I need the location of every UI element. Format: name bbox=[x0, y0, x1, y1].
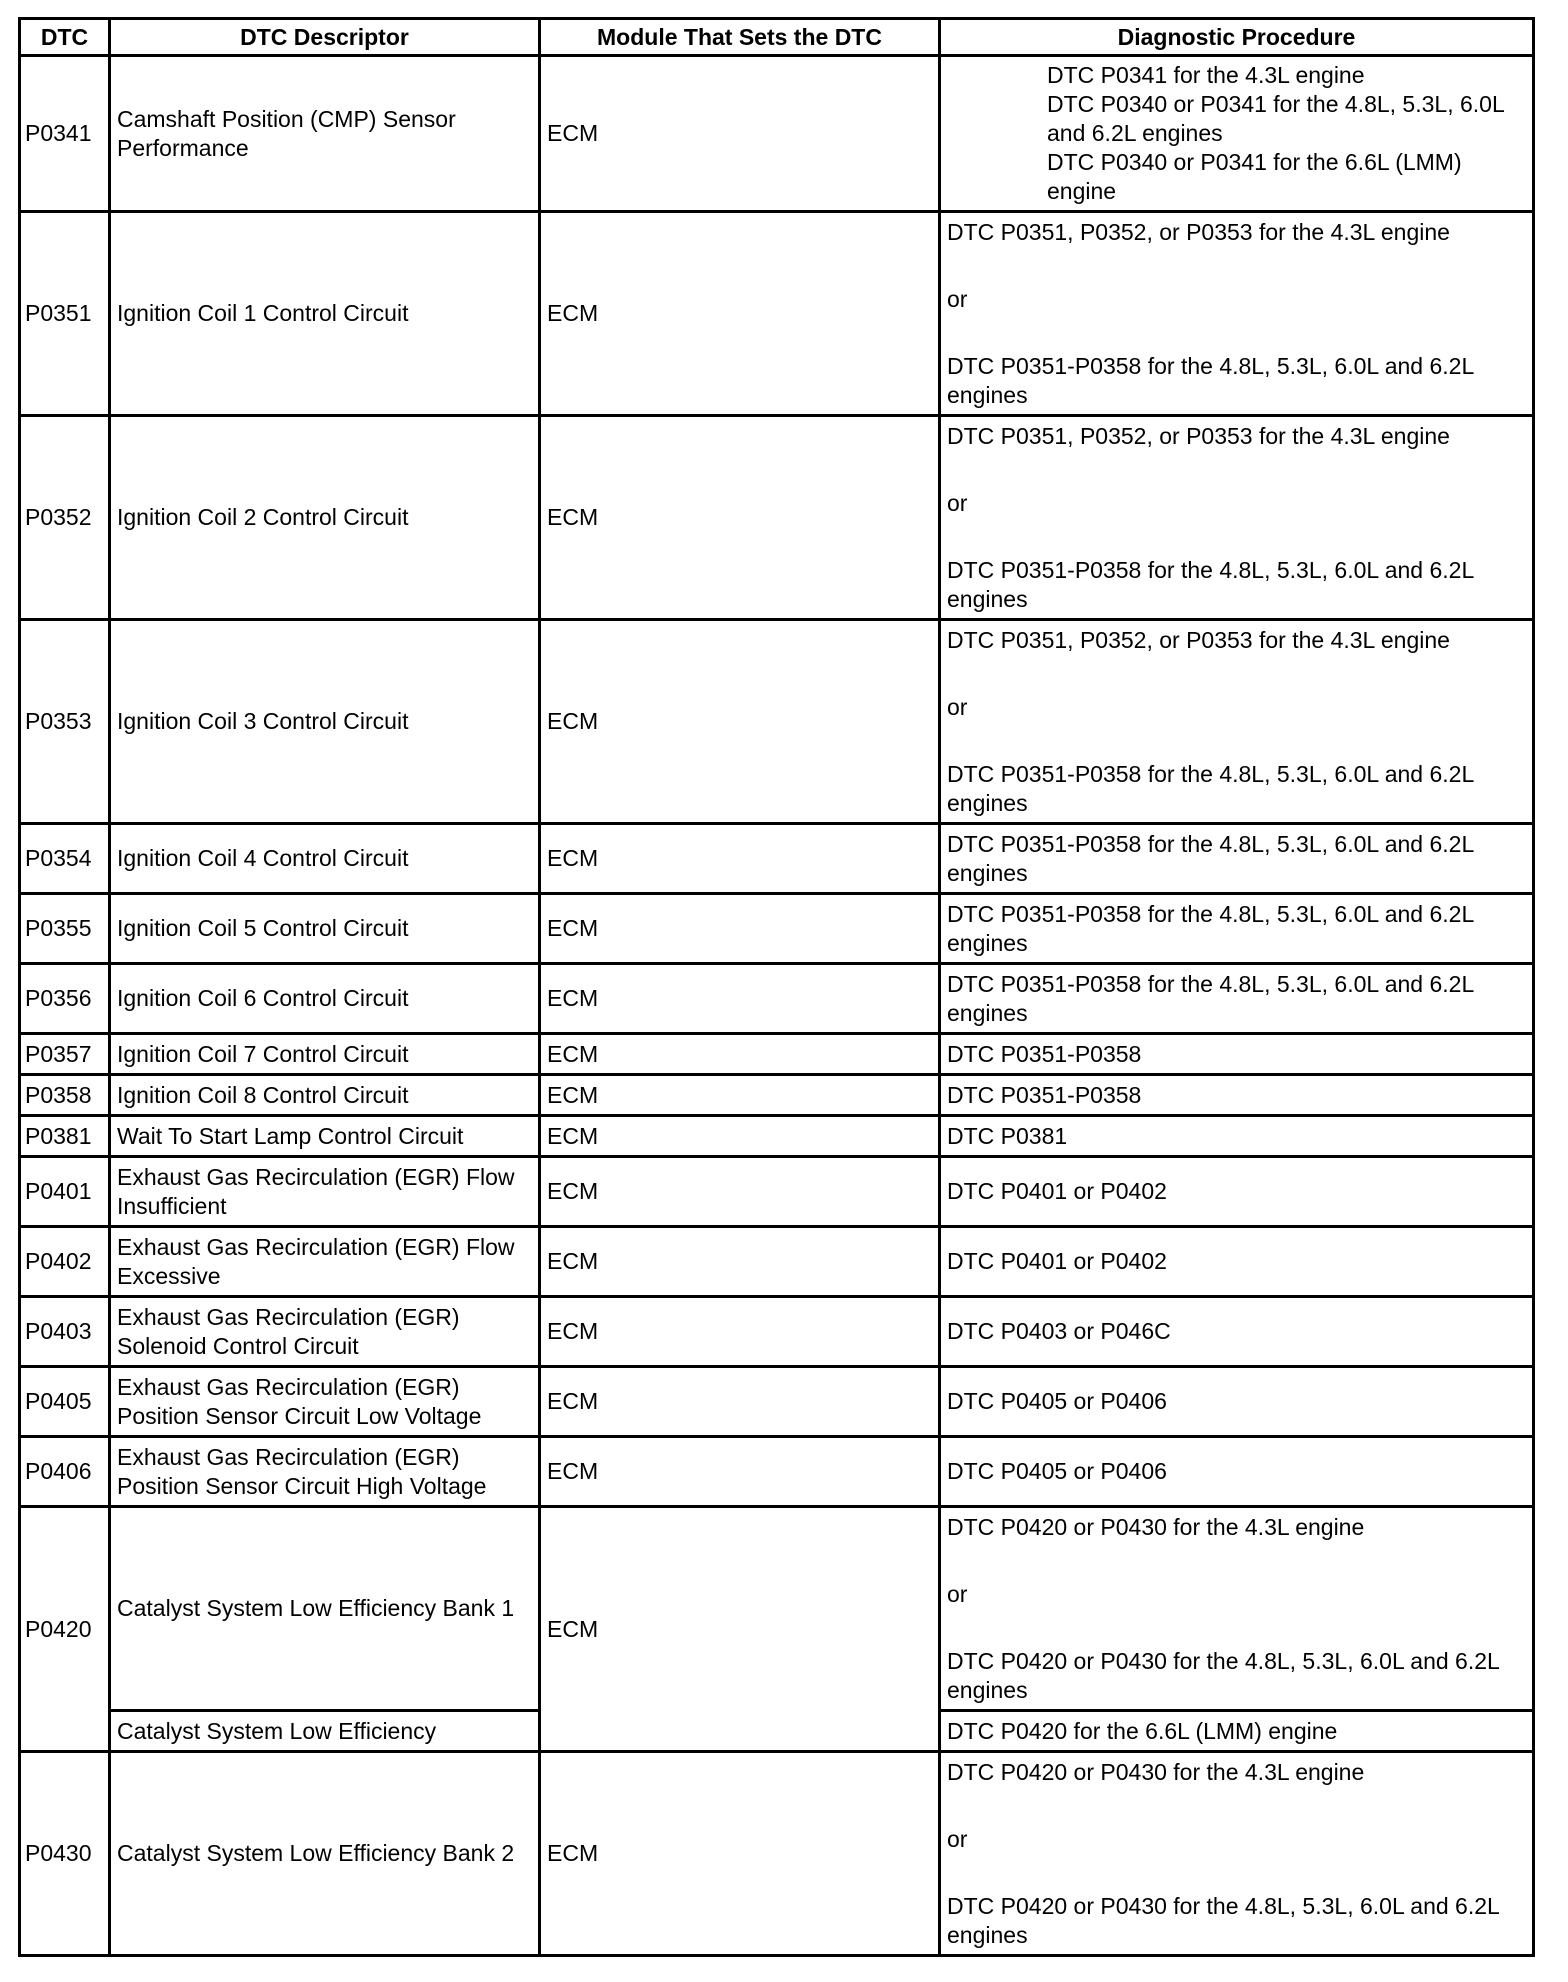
dtc-descriptor: Ignition Coil 8 Control Circuit bbox=[110, 1075, 540, 1116]
procedure: DTC P0420 for the 6.6L (LMM) engine bbox=[940, 1711, 1534, 1752]
table-row bbox=[20, 824, 1534, 894]
module: ECM bbox=[540, 1116, 940, 1157]
procedure-line: or bbox=[947, 489, 968, 516]
module: ECM bbox=[540, 1034, 940, 1075]
table-row bbox=[20, 1507, 1534, 1711]
procedure-line: DTC P0351-P0358 for the 4.8L, 5.3L, 6.0L and 6.2L engines bbox=[947, 556, 1474, 612]
dtc-code: P0430 bbox=[20, 1752, 110, 1956]
header-row bbox=[20, 19, 1534, 56]
dtc-descriptor: Catalyst System Low Efficiency Bank 1 bbox=[110, 1507, 540, 1711]
dtc-descriptor: Exhaust Gas Recirculation (EGR) Solenoid Control Circuit bbox=[110, 1297, 540, 1367]
dtc-descriptor: Exhaust Gas Recirculation (EGR) Position Sensor Circuit Low Voltage bbox=[110, 1367, 540, 1437]
procedure: DTC P0351-P0358 bbox=[940, 1034, 1534, 1075]
dtc-descriptor: Camshaft Position (CMP) Sensor Performance bbox=[110, 56, 540, 212]
procedure: DTC P0401 or P0402 bbox=[940, 1227, 1534, 1297]
procedure bbox=[940, 56, 1534, 212]
procedure: DTC P0351-P0358 for the 4.8L, 5.3L, 6.0L and 6.2L engines bbox=[940, 824, 1534, 894]
dtc-code: P0358 bbox=[20, 1075, 110, 1116]
module: ECM bbox=[540, 1367, 940, 1437]
table-row bbox=[20, 212, 1534, 416]
module: ECM bbox=[540, 894, 940, 964]
procedure-line: DTC P0420 or P0430 for the 4.8L, 5.3L, 6.0L and 6.2L engines bbox=[947, 1892, 1499, 1948]
dtc-code: P0354 bbox=[20, 824, 110, 894]
dtc-descriptor: Exhaust Gas Recirculation (EGR) Position Sensor Circuit High Voltage bbox=[110, 1437, 540, 1507]
procedure-line: DTC P0420 or P0430 for the 4.8L, 5.3L, 6.0L and 6.2L engines bbox=[947, 1647, 1499, 1703]
table-row bbox=[20, 1437, 1534, 1507]
table-row bbox=[20, 1075, 1534, 1116]
table-row bbox=[20, 1367, 1534, 1437]
dtc-descriptor: Ignition Coil 4 Control Circuit bbox=[110, 824, 540, 894]
dtc-descriptor: Exhaust Gas Recirculation (EGR) Flow Excessive bbox=[110, 1227, 540, 1297]
dtc-descriptor: Ignition Coil 2 Control Circuit bbox=[110, 416, 540, 620]
procedure: DTC P0403 or P046C bbox=[940, 1297, 1534, 1367]
dtc-descriptor: Ignition Coil 6 Control Circuit bbox=[110, 964, 540, 1034]
procedure-line: DTC P0420 or P0430 for the 4.3L engine bbox=[947, 1758, 1365, 1785]
module: ECM bbox=[540, 824, 940, 894]
table-row bbox=[20, 416, 1534, 620]
module: ECM bbox=[540, 1507, 940, 1752]
table-row bbox=[20, 1157, 1534, 1227]
module: ECM bbox=[540, 1227, 940, 1297]
procedure: DTC P0351-P0358 for the 4.8L, 5.3L, 6.0L and 6.2L engines bbox=[940, 894, 1534, 964]
table-row bbox=[20, 1752, 1534, 1956]
dtc-descriptor: Catalyst System Low Efficiency Bank 2 bbox=[110, 1752, 540, 1956]
dtc-code: P0403 bbox=[20, 1297, 110, 1367]
table-row bbox=[20, 1116, 1534, 1157]
dtc-descriptor: Ignition Coil 3 Control Circuit bbox=[110, 620, 540, 824]
procedure bbox=[940, 212, 1534, 416]
dtc-code: P0401 bbox=[20, 1157, 110, 1227]
dtc-document bbox=[18, 17, 1532, 1957]
dtc-descriptor: Ignition Coil 5 Control Circuit bbox=[110, 894, 540, 964]
procedure-line: DTC P0351, P0352, or P0353 for the 4.3L engine bbox=[947, 626, 1450, 653]
procedure-line: DTC P0340 or P0341 for the 4.8L, 5.3L, 6.0L and 6.2L engines bbox=[1047, 91, 1504, 146]
procedure: DTC P0405 or P0406 bbox=[940, 1367, 1534, 1437]
header-descriptor: DTC Descriptor bbox=[110, 19, 540, 56]
procedure-line: DTC P0341 for the 4.3L engine bbox=[1047, 62, 1365, 88]
procedure: DTC P0401 or P0402 bbox=[940, 1157, 1534, 1227]
procedure bbox=[940, 1507, 1534, 1711]
module: ECM bbox=[540, 1752, 940, 1956]
procedure-line: DTC P0340 or P0341 for the 6.6L (LMM) engine bbox=[1047, 149, 1462, 204]
dtc-code: P0381 bbox=[20, 1116, 110, 1157]
dtc-code: P0352 bbox=[20, 416, 110, 620]
dtc-code: P0420 bbox=[20, 1507, 110, 1752]
table-row bbox=[20, 1034, 1534, 1075]
dtc-code: P0341 bbox=[20, 56, 110, 212]
procedure-line: DTC P0351-P0358 for the 4.8L, 5.3L, 6.0L and 6.2L engines bbox=[947, 760, 1474, 816]
dtc-code: P0351 bbox=[20, 212, 110, 416]
procedure-line: DTC P0351-P0358 for the 4.8L, 5.3L, 6.0L and 6.2L engines bbox=[947, 352, 1474, 408]
procedure-line: DTC P0420 or P0430 for the 4.3L engine bbox=[947, 1513, 1365, 1540]
module: ECM bbox=[540, 1437, 940, 1507]
dtc-code: P0355 bbox=[20, 894, 110, 964]
dtc-code: P0406 bbox=[20, 1437, 110, 1507]
table-row bbox=[20, 964, 1534, 1034]
procedure-line: DTC P0351, P0352, or P0353 for the 4.3L engine bbox=[947, 422, 1450, 449]
header-dtc: DTC bbox=[20, 19, 110, 56]
dtc-code: P0405 bbox=[20, 1367, 110, 1437]
procedure-line: or bbox=[947, 1825, 968, 1852]
table-row bbox=[20, 1227, 1534, 1297]
module: ECM bbox=[540, 1075, 940, 1116]
table-row bbox=[20, 56, 1534, 212]
dtc-descriptor: Wait To Start Lamp Control Circuit bbox=[110, 1116, 540, 1157]
module: ECM bbox=[540, 1297, 940, 1367]
procedure bbox=[940, 620, 1534, 824]
header-module: Module That Sets the DTC bbox=[540, 19, 940, 56]
dtc-code: P0356 bbox=[20, 964, 110, 1034]
dtc-code: P0357 bbox=[20, 1034, 110, 1075]
module: ECM bbox=[540, 416, 940, 620]
dtc-descriptor: Ignition Coil 7 Control Circuit bbox=[110, 1034, 540, 1075]
procedure: DTC P0351-P0358 for the 4.8L, 5.3L, 6.0L and 6.2L engines bbox=[940, 964, 1534, 1034]
table-row bbox=[20, 1297, 1534, 1367]
procedure bbox=[940, 1752, 1534, 1956]
module: ECM bbox=[540, 620, 940, 824]
procedure-line: or bbox=[947, 285, 968, 312]
procedure bbox=[940, 416, 1534, 620]
table-row bbox=[20, 894, 1534, 964]
dtc-descriptor: Catalyst System Low Efficiency bbox=[110, 1711, 540, 1752]
procedure: DTC P0351-P0358 bbox=[940, 1075, 1534, 1116]
dtc-table bbox=[18, 17, 1535, 1957]
module: ECM bbox=[540, 212, 940, 416]
header-procedure: Diagnostic Procedure bbox=[940, 19, 1534, 56]
module: ECM bbox=[540, 56, 940, 212]
module: ECM bbox=[540, 1157, 940, 1227]
module: ECM bbox=[540, 964, 940, 1034]
procedure: DTC P0405 or P0406 bbox=[940, 1437, 1534, 1507]
dtc-code: P0353 bbox=[20, 620, 110, 824]
procedure: DTC P0381 bbox=[940, 1116, 1534, 1157]
table-row bbox=[20, 620, 1534, 824]
dtc-descriptor: Ignition Coil 1 Control Circuit bbox=[110, 212, 540, 416]
procedure-line: DTC P0351, P0352, or P0353 for the 4.3L engine bbox=[947, 218, 1450, 245]
procedure-line: or bbox=[947, 693, 968, 720]
dtc-code: P0402 bbox=[20, 1227, 110, 1297]
dtc-descriptor: Exhaust Gas Recirculation (EGR) Flow Insufficient bbox=[110, 1157, 540, 1227]
procedure-line: or bbox=[947, 1580, 968, 1607]
